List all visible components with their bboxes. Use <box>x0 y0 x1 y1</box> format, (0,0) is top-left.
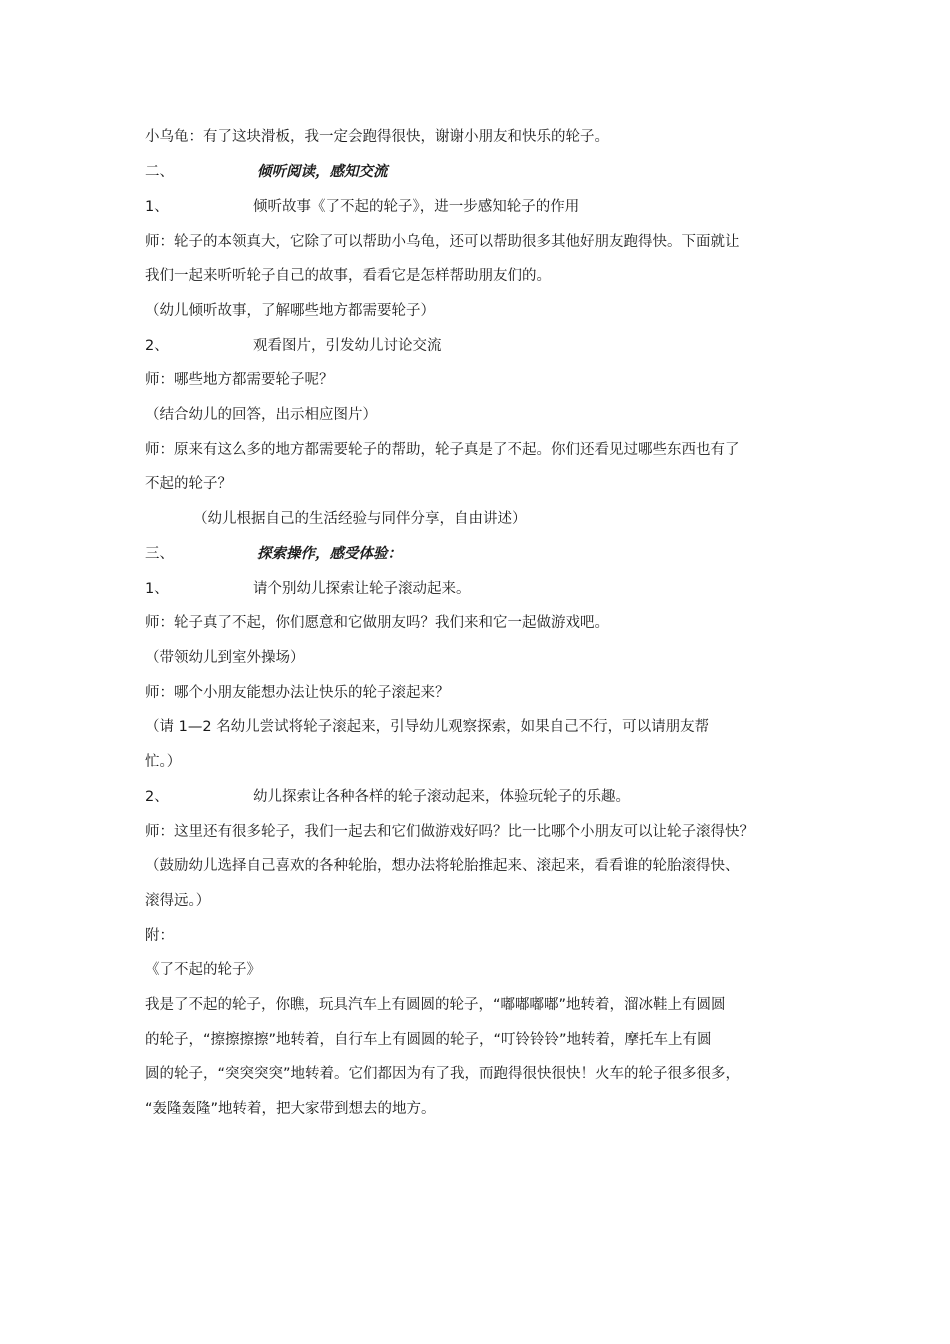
paragraph <box>145 1099 825 1119</box>
paragraph <box>145 440 825 460</box>
paragraph <box>145 370 825 390</box>
paragraph <box>193 509 873 529</box>
subsection-number: 1、 <box>145 199 169 215</box>
paragraph <box>145 683 825 703</box>
subsection-text: 倾听故事《了不起的轮子》，进一步感知轮子的作用 <box>253 199 580 215</box>
paragraph <box>145 405 825 425</box>
paragraph-text: 师：这里还有很多轮子，我们一起去和它们做游戏好吗？比一比哪个小朋友可以让轮子滚得快？ <box>145 824 754 840</box>
paragraph-text: 滚得远。） <box>145 893 211 909</box>
section-title: 倾听阅读，感知交流 <box>257 164 388 180</box>
paragraph <box>145 926 825 946</box>
paragraph <box>145 717 825 737</box>
paragraph-text: （请 1—2 名幼儿尝试将轮子滚起来，引导幼儿观察探索，如果自己不行，可以请朋友帮 <box>145 719 710 735</box>
paragraph <box>145 474 825 494</box>
paragraph <box>145 1030 825 1050</box>
paragraph <box>145 266 825 286</box>
paragraph-text: 不起的轮子？ <box>145 476 232 492</box>
paragraph <box>145 613 825 633</box>
paragraph-text: 我是了不起的轮子，你瞧，玩具汽车上有圆圆的轮子，“嘟嘟嘟嘟”地转着，溜冰鞋上有圆圆 <box>145 997 726 1013</box>
paragraph-text: 师：哪个小朋友能想办法让快乐的轮子滚起来？ <box>145 685 450 701</box>
paragraph-text: 师：轮子的本领真大，它除了可以帮助小乌龟，还可以帮助很多其他好朋友跑得快。下面就让 <box>145 234 740 250</box>
story-title <box>145 960 825 980</box>
paragraph <box>145 301 825 321</box>
paragraph-text: 圆的轮子，“突突突突”地转着。它们都因为有了我，而跑得很快很快！火车的轮子很多很多， <box>145 1066 741 1082</box>
paragraph-text: 《了不起的轮子》 <box>145 962 261 978</box>
paragraph <box>145 752 825 772</box>
paragraph-text: （带领幼儿到室外操场） <box>145 650 305 666</box>
paragraph-text: （幼儿根据自己的生活经验与同伴分享，自由讲述） <box>193 511 527 527</box>
paragraph-text: 我们一起来听听轮子自己的故事，看看它是怎样帮助朋友们的。 <box>145 268 551 284</box>
paragraph-text: 忙。） <box>145 754 182 770</box>
paragraph-text: （幼儿倾听故事，了解哪些地方都需要轮子） <box>145 303 435 319</box>
subsection-text: 观看图片，引发幼儿讨论交流 <box>253 338 442 354</box>
paragraph-text: （鼓励幼儿选择自己喜欢的各种轮胎，想办法将轮胎推起来、滚起来，看看谁的轮胎滚得快、 <box>145 858 740 874</box>
paragraph-text: 师：轮子真了不起，你们愿意和它做朋友吗？我们来和它一起做游戏吧。 <box>145 615 609 631</box>
section-number: 二、 <box>145 164 174 180</box>
paragraph <box>145 1064 825 1084</box>
section-number: 三、 <box>145 546 174 562</box>
subsection-number: 2、 <box>145 338 169 354</box>
paragraph-text: 的轮子，“擦擦擦擦”地转着，自行车上有圆圆的轮子，“叮铃铃铃”地转着，摩托车上有圆 <box>145 1032 712 1048</box>
section-title: 探索操作，感受体验： <box>257 546 402 562</box>
paragraph-text: （结合幼儿的回答，出示相应图片） <box>145 407 377 423</box>
paragraph <box>145 856 825 876</box>
paragraph-text: 附： <box>145 928 174 944</box>
paragraph <box>145 891 825 911</box>
paragraph <box>145 127 825 147</box>
paragraph-text: 师：哪些地方都需要轮子呢？ <box>145 372 334 388</box>
subsection-number: 2、 <box>145 789 169 805</box>
subsection-text: 请个别幼儿探索让轮子滚动起来。 <box>253 581 471 597</box>
paragraph <box>145 995 825 1015</box>
subsection-text: 幼儿探索让各种各样的轮子滚动起来，体验玩轮子的乐趣。 <box>253 789 630 805</box>
paragraph <box>145 822 825 842</box>
paragraph-text: “轰隆轰隆”地转着，把大家带到想去的地方。 <box>145 1101 436 1117</box>
subsection-number: 1、 <box>145 581 169 597</box>
paragraph-text: 小乌龟：有了这块滑板，我一定会跑得很快，谢谢小朋友和快乐的轮子。 <box>145 129 609 145</box>
paragraph <box>145 648 825 668</box>
paragraph-text: 师：原来有这么多的地方都需要轮子的帮助，轮子真是了不起。你们还看见过哪些东西也有了 <box>145 442 740 458</box>
paragraph <box>145 232 825 252</box>
